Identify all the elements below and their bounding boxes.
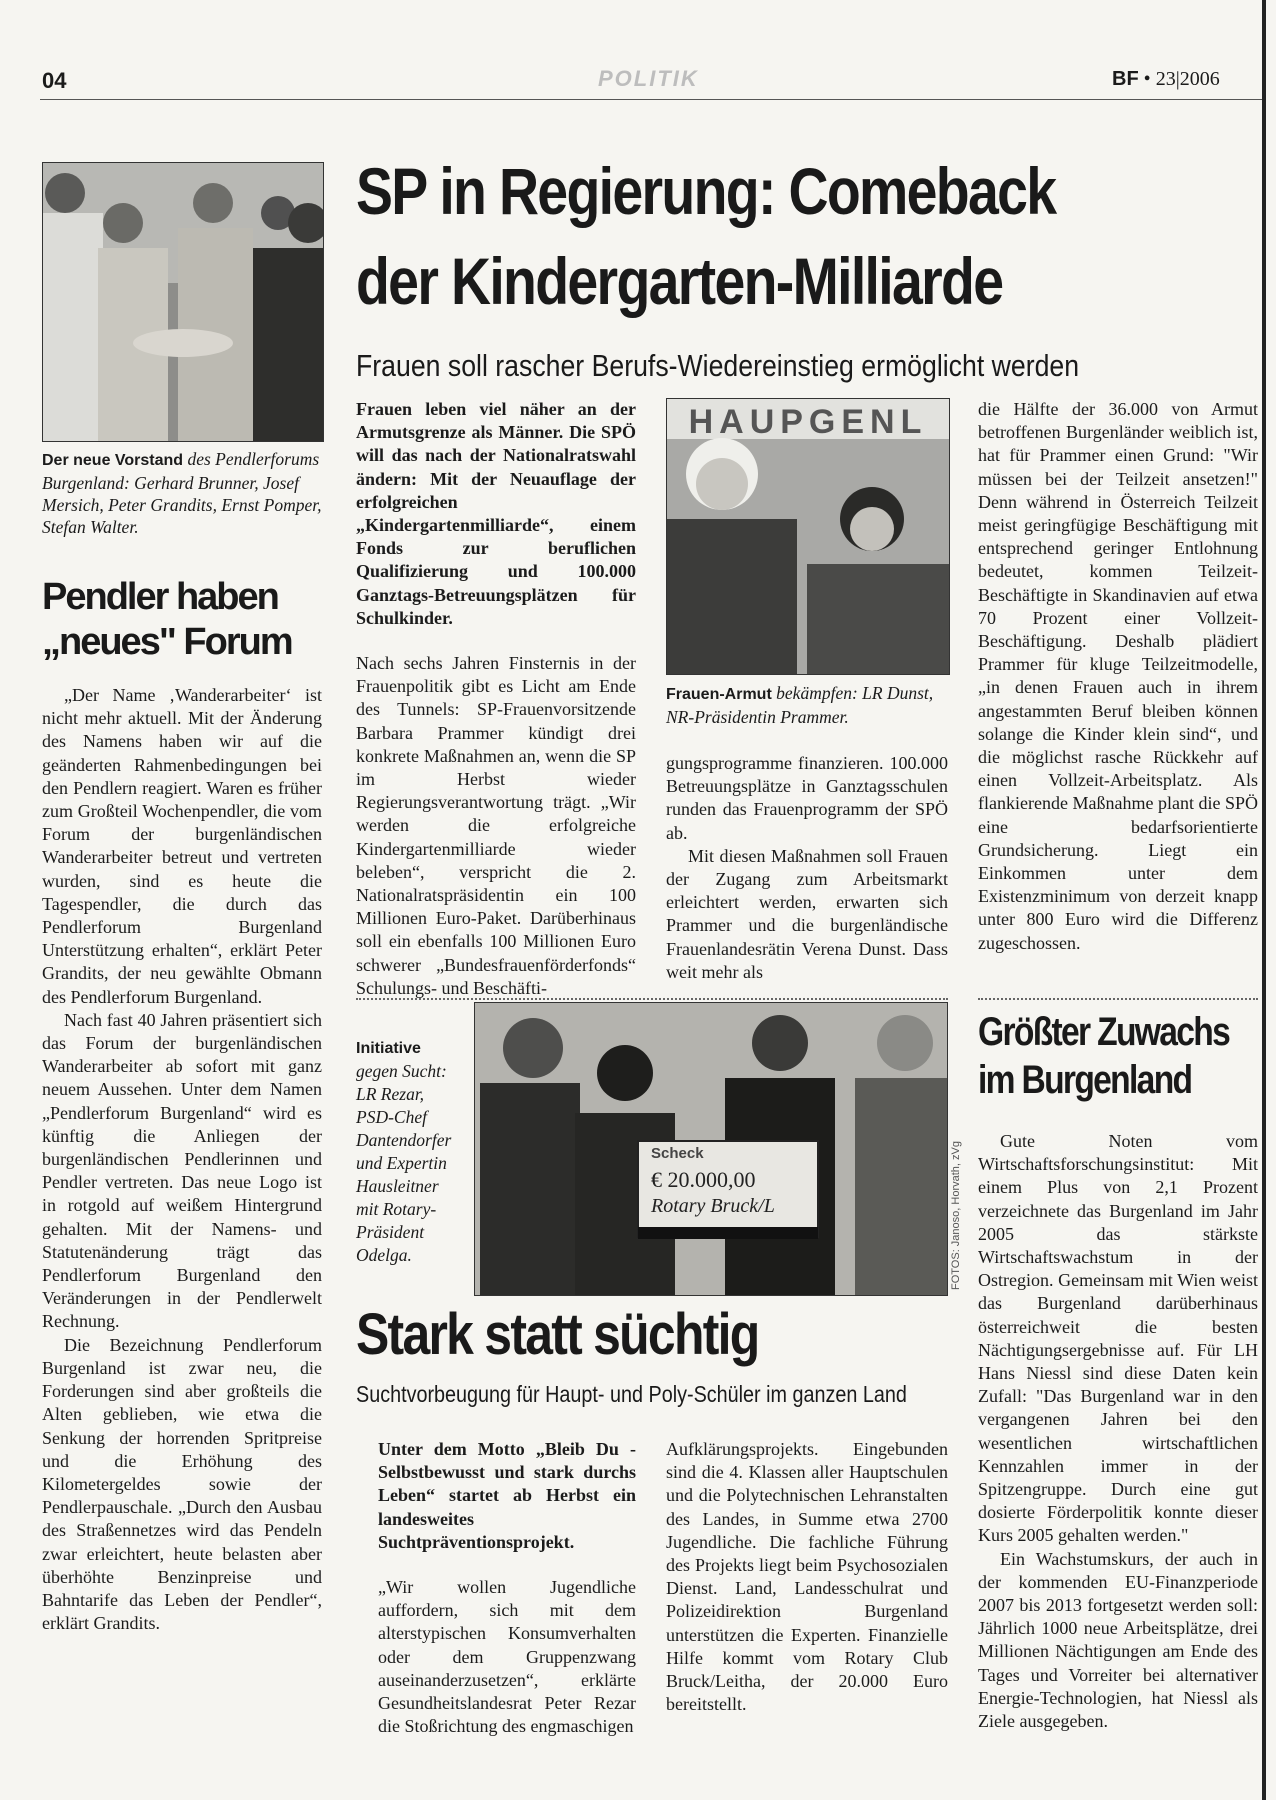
page-number: 04: [42, 68, 67, 93]
sucht-column-2: [666, 1438, 948, 1716]
page-edge: [1262, 0, 1266, 1800]
cheque-label: Scheck: [651, 1145, 704, 1162]
women-photo: [666, 398, 950, 675]
cheque-payee: Rotary Bruck/L: [651, 1195, 775, 1217]
sucht-caption: [356, 1036, 464, 1267]
paragraph: „Der Name ‚Wanderarbeiter‘ ist nicht mehr aktuell. Mit der Änderung des Namens haben wir auf die geänderten Rahmenbedingungen bei den Pendlern reagiert. Waren es früher zum Großteil Wochenpendler, die vom Forum der burgenländischen Wanderarbeiter betreut und vertreten wurden, sind es heute die Tagespendler, die durch das Pendlerforum Burgenland Unterstützung erhalten“, erklärt Peter Grandits, der neu gewählte Obmann des Pendlerforum Burgenland.: [42, 685, 322, 1007]
group-handshake-icon: [43, 163, 323, 441]
zuwachs-article-body: [978, 1130, 1258, 1733]
caption-lead: Frauen-Armut: [666, 686, 772, 703]
main-headline-line-1: SP in Regierung: Comeback: [356, 154, 1056, 228]
issue-info: [1112, 68, 1220, 91]
sucht-subhead: Suchtvorbeugung für Haupt- und Poly-Schüler im ganzen Land: [356, 1381, 907, 1407]
check-presentation-icon: [475, 1003, 947, 1295]
cheque-amount: € 20.000,00: [651, 1167, 756, 1192]
separator: •: [1143, 68, 1151, 90]
photo-credit: FOTOS: Janoso, Horvath, zVg: [950, 1141, 962, 1290]
main-lead: Frauen leben viel näher an der Armutsgrenze als Männer. Die SPÖ will das nach der Nationalratswahl ändern: Mit der Neuauflage der erfolgreichen „Kindergartenmilliarde“, einem Fonds zur beruflichen Qualifizierung und 100.000 Ganztags-Betreuungsplätzen für Schulkinder.: [356, 399, 636, 628]
section-divider: [978, 998, 1258, 1000]
sucht-photo: [474, 1002, 948, 1296]
zuwachs-headline-line-1: Größter Zuwachs: [978, 1010, 1230, 1054]
sucht-headline: Stark statt süchtig: [356, 1302, 759, 1367]
caption-text: bekämpfen: LR Dunst, NR-Präsidentin Prammer.: [666, 683, 934, 727]
main-column-1: [356, 398, 636, 1000]
issue-number: 23|2006: [1155, 68, 1220, 90]
paragraph: gungsprogramme finanzieren. 100.000 Betreuungsplätze in Ganztagsschulen runden das Frauenprogramm der SPÖ ab.: [666, 753, 948, 843]
paragraph: Ein Wachstumskurs, der auch in der kommenden EU-Finanzperiode 2007 bis 2013 fortgesetzt werden soll: Jährlich 1000 neue Arbeitsplätze, drei Millionen Nächtigungen am Ende des Tages und Vorreiter bei alternativer Energie-Technologien, hat Niessl als Ziele ausgegeben.: [978, 1548, 1258, 1732]
paragraph: Nach fast 40 Jahren präsentiert sich das Forum der burgenländischen Wanderarbeiter ab sofort mit ganz neuem Aussehen. Unter dem Namen „Pendlerforum Burgenland“ wird es künftig die Anliegen der burgenländischen Pendlerinnen und Pendler vertreten. Das neue Logo ist in rotgold auf weißem Hintergrund gehalten. Mit der Namens- und Statutenänderung trägt das Pendlerforum Burgenland den Veränderungen in der Pendlerwelt Rechnung.: [42, 1009, 322, 1332]
section-divider: [356, 998, 948, 1000]
paragraph: „Wir wollen Jugendliche auffordern, sich mit dem alterstypischen Konsumverhalten oder dem Gruppenzwang auseinanderzusetzen“, erklärte Gesundheitslandesrat Peter Rezar die Stoßrichtung des engmaschigen: [378, 1577, 636, 1737]
main-column-3: [978, 398, 1258, 955]
paragraph: Nach sechs Jahren Finsternis in der Frauenpolitik gibt es Licht am Ende des Tunnels: SP-Frauenvorsitzende Barbara Prammer kündigt drei konkrete Maßnahmen an, wenn die SP im Herbst wieder Regierungsverantwortung trägt. „Wir werden die erfolgreiche Kindergartenmilliarde wieder beleben“, verspricht die 2. Nationalratspräsidentin ein 100 Millionen Euro-Paket. Darüberhinaus soll ein ebenfalls 100 Millionen Euro schwerer „Bundesfrauenförderfonds“ Schulungs- und Beschäfti-: [356, 653, 636, 998]
paragraph: die Hälfte der 36.000 von Armut betroffenen Burgenländer weiblich ist, hat für Prammer einen Grund: "Wir müssen bei der Teilzeit ansetzen!" Denn während in Österreich Teilzeit meist geringfügige Beschäftigung mit entsprechend geringer Entlohnung bedeutet, kommen Teilzeit-Beschäftigte in Skandinavien auf etwa 70 Prozent einer Vollzeit-Beschäftigung. Deshalb plädiert Prammer für kluge Teilzeitmodelle, „in denen Frauen auch in ihrem angestammten Beruf bleiben können solange die Kinder klein sind“, und die möglichst rasche Rückkehr auf einen Vollzeit-Arbeitsplatz. Als flankierende Maßnahme plant die SPÖ eine bedarfsorientierte Grundsicherung. Liegt ein Einkommen unter dem Existenzminimum von derzeit knapp unter 800 Euro wird die Differenz zugeschossen.: [978, 399, 1258, 953]
women-caption: [666, 682, 948, 728]
paragraph: Die Bezeichnung Pendlerforum Burgenland ist zwar neu, die Forderungen sind aber großteils die Alten geblieben, wie etwa die Senkung der horrenden Spritpreise und die Erhöhung des Kilometergeldes sowie der Pendlerpauschale. „Durch den Ausbau des Straßennetzes wird das Pendeln zwar erleichtert, heute belasten aber überhöhte Benzinpreise und Bahntarife das Leben der Pendler“, erklärt Grandits.: [42, 1334, 322, 1634]
section-label: POLITIK: [598, 66, 699, 91]
caption-text: gegen Sucht: LR Rezar, PSD-Chef Dantendorfer und Expertin Hausleitner mit Rotary-Präsident Odelga.: [356, 1061, 452, 1265]
paragraph: Aufklärungsprojekts. Eingebunden sind die 4. Klassen aller Hauptschulen und die Polytechnischen Lehranstalten des Landes, in Summe etwa 2700 Jugendliche. Die fachliche Führung des Projekts liegt beim Psychosozialen Dienst. Land, Landesschulrat und Polizeidirektion Burgenland unterstützen die Experten. Finanzielle Hilfe kommt vom Rotary Club Bruck/Leitha, der 20.000 Euro bereitstellt.: [666, 1439, 948, 1715]
sucht-column-1: [378, 1438, 636, 1738]
main-subhead: Frauen soll rascher Berufs-Wiedereinstieg ermöglicht werden: [356, 348, 1080, 383]
zuwachs-headline-line-2: im Burgenland: [978, 1058, 1192, 1102]
paragraph: Gute Noten vom Wirtschaftsforschungsinstitut: Mit einem Plus von 2,1 Prozent verzeichnete das Burgenland im Jahr 2005 das stärkste Wirtschaftswachstum in der Ostregion. Gemeinsam mit Wien weist das Burgenland darüberhinaus österreichweit die besten Nächtigungsergebnisse auf. Für LH Hans Niessl sind diese Daten kein Zufall: "Das Burgenland war in den vergangenen Jahren bei den wesentlichen wirtschaftlichen Kennzahlen immer in der Spitzengruppe. Durch eine gut dosierte Förderpolitik konnte dieser Kurs 2005 gehalten werden.": [978, 1131, 1258, 1546]
sucht-lead: Unter dem Motto „Bleib Du - Selbstbewusst und stark durchs Leben“ startet ab Herbst ein landesweites Suchtpräventionsprojekt.: [378, 1439, 636, 1552]
caption-lead: Initiative: [356, 1040, 421, 1057]
pendler-headline-line-1: Pendler haben: [42, 576, 278, 618]
pendler-headline-line-2: „neues" Forum: [42, 621, 292, 663]
photo-banner-text: HAUPGENL: [688, 403, 928, 441]
main-column-2: [666, 752, 948, 984]
pendler-caption: [42, 448, 322, 538]
pendler-article-body: [42, 684, 322, 1635]
main-headline-line-2: der Kindergarten-Milliarde: [356, 244, 1003, 318]
header-rule: [40, 99, 1262, 100]
caption-lead: Der neue Vorstand: [42, 452, 184, 469]
caption-text: des Pendlerforums Burgenland: Gerhard Brunner, Josef Mersich, Peter Grandits, Ernst Pomper, Stefan Walter.: [42, 449, 322, 537]
pendler-photo: [42, 162, 324, 442]
paragraph: Mit diesen Maßnahmen soll Frauen der Zugang zum Arbeitsmarkt erleichtert werden, erwarten sich Prammer und die burgenländische Frauenlandesrätin Verena Dunst. Dass weit mehr als: [666, 845, 948, 982]
publication-name: BF: [1112, 68, 1139, 90]
